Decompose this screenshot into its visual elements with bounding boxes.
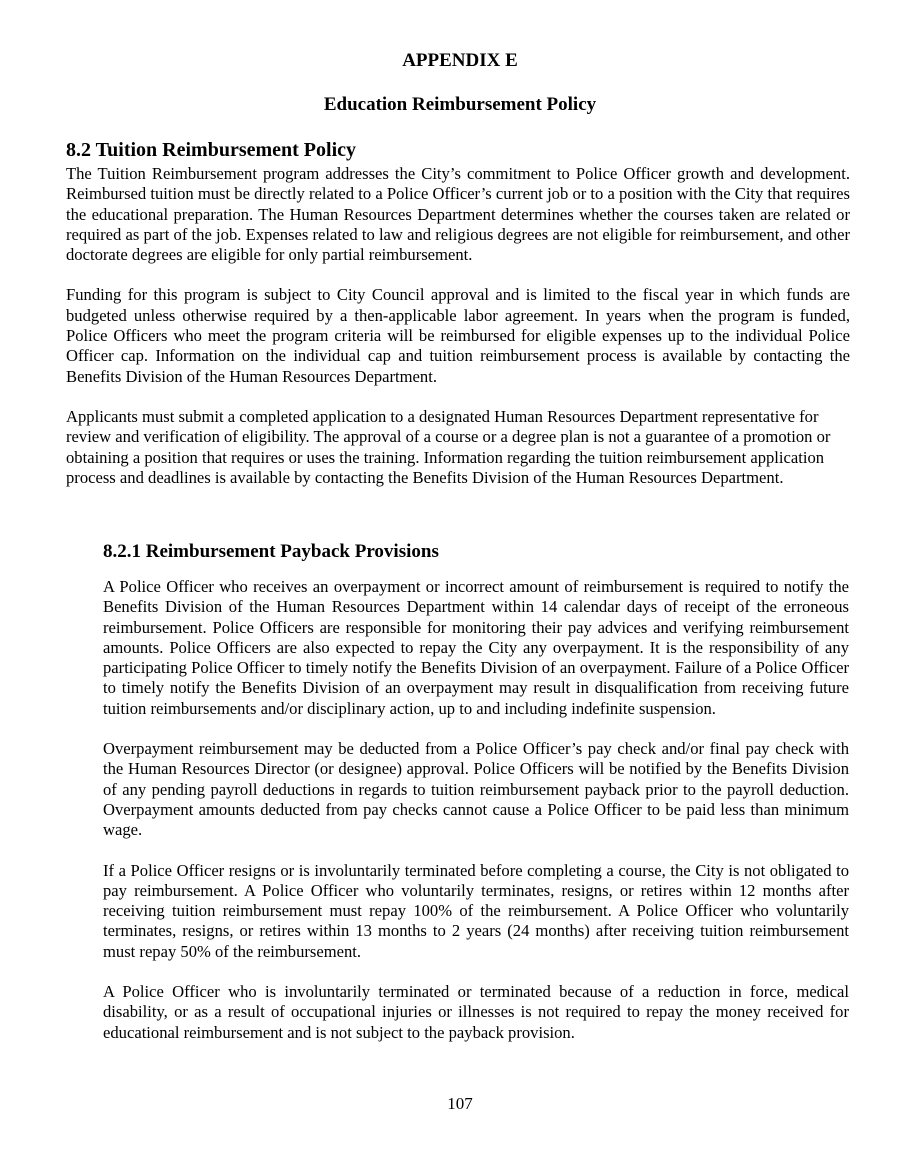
payback-provisions-section: [103, 540, 849, 1043]
section-heading: 8.2 Tuition Reimbursement Policy: [66, 139, 357, 161]
subsection-paragraph-4: A Police Officer who is involuntarily terminated or terminated because of a reduction in force, medical disability, or as a result of occupational injuries or illnesses is not required to repay the money received for educational reimbursement and is not subject to the payback provision.: [103, 982, 849, 1042]
section-paragraph-2: Funding for this program is subject to City Council approval and is limited to the fiscal year in which funds are budgeted unless otherwise required by a then-applicable labor agreement. In years when the program is funded, Police Officers who meet the program criteria will be reimbursed for eligible expenses up to the individual Police Officer cap. Information on the individual cap and tuition reimbursement process is available by contacting the Benefits Division of the Human Resources Department.: [66, 285, 850, 386]
subsection-heading: 8.2.1 Reimbursement Payback Provisions: [103, 541, 439, 562]
section-paragraph-1: The Tuition Reimbursement program addresses the City’s commitment to Police Officer growth and development. Reimbursed tuition must be directly related to a Police Officer’s current job or to a position with the City that requires the educational preparation. The Human Resources Department determines whether the courses taken are related or required as part of the job. Expenses related to law and religious degrees are not eligible for reimbursement, and other doctorate degrees are eligible for only partial reimbursement.: [66, 164, 850, 265]
subsection-paragraph-3: If a Police Officer resigns or is involuntarily terminated before completing a course, the City is not obligated to pay reimbursement. A Police Officer who voluntarily terminates, resigns, or retires within 12 months after receiving tuition reimbursement must repay 100% of the reimbursement. A Police Officer who voluntarily terminates, resigns, or retires within 13 months to 2 years (24 months) after receiving tuition reimbursement must repay 50% of the reimbursement.: [103, 860, 849, 961]
policy-title: Education Reimbursement Policy: [323, 94, 597, 115]
appendix-heading: APPENDIX E: [402, 50, 518, 71]
subsection-paragraph-1: A Police Officer who receives an overpayment or incorrect amount of reimbursement is required to notify the Benefits Division of the Human Resources Department within 14 calendar days of receipt of the erroneous reimbursement. Police Officers are responsible for monitoring their pay advices and verifying reimbursement amounts. Police Officers are also expected to repay the City any overpayment. It is the responsibility of any participating Police Officer to timely notify the Benefits Division of an overpayment. Failure of a Police Officer to timely notify the Benefits Division of an overpayment may result in disqualification from receiving future tuition reimbursements and/or disciplinary action, up to and including indefinite suspension.: [103, 577, 849, 718]
tuition-policy-section: [66, 138, 850, 488]
page-number: 107: [447, 1094, 473, 1113]
subsection-paragraph-2: Overpayment reimbursement may be deducted from a Police Officer’s pay check and/or final pay check with the Human Resources Director (or designee) approval. Police Officers will be notified by the Benefits Division of any pending payroll deductions in regards to tuition reimbursement payback prior to the payroll deduction. Overpayment amounts deducted from pay checks cannot cause a Police Officer to be paid less than minimum wage.: [103, 739, 849, 840]
section-paragraph-3: Applicants must submit a completed application to a designated Human Resources Department representative for review and verification of eligibility. The approval of a course or a degree plan is not a guarantee of a promotion or obtaining a position that requires or uses the training. Information regarding the tuition reimbursement application process and deadlines is available by contacting the Benefits Division of the Human Resources Department.: [66, 406, 831, 487]
